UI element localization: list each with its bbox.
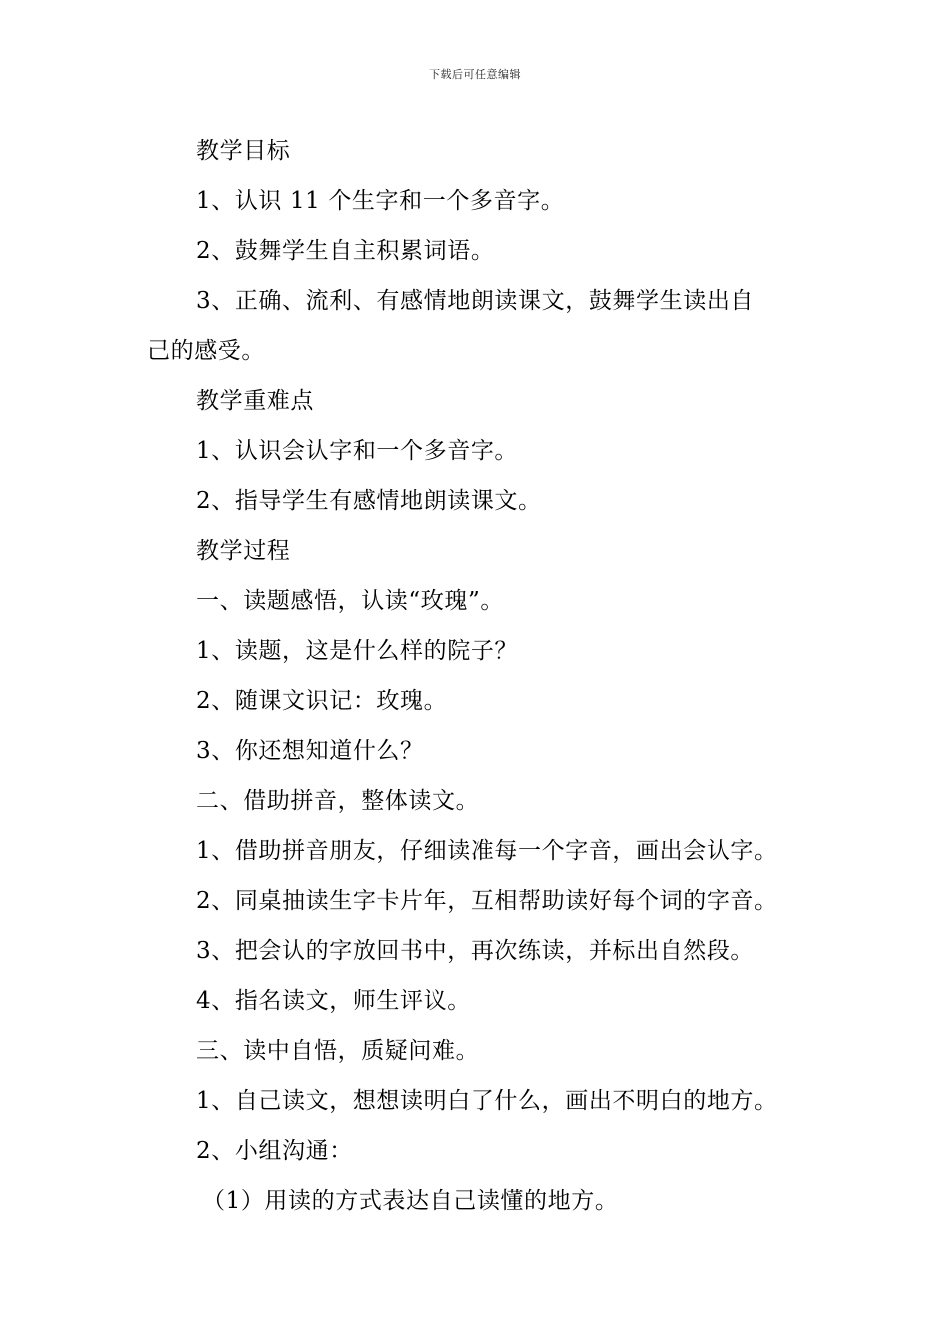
paragraph: 2、随课文识记：玫瑰。: [196, 688, 448, 714]
paragraph: 3、你还想知道什么？: [196, 738, 424, 764]
section-heading: 三、读中自悟，质疑问难。: [196, 1038, 480, 1064]
paragraph: 3、把会认的字放回书中，再次练读，并标出自然段。: [196, 938, 755, 964]
paragraph: 1、读题，这是什么样的院子？: [196, 638, 519, 664]
paragraph: （1）用读的方式表达自己读懂的地方。: [202, 1188, 619, 1214]
paragraph: 2、鼓舞学生自主积累词语。: [196, 238, 495, 264]
document-body: [147, 126, 817, 1226]
paragraph: 1、认识会认字和一个多音字。: [196, 438, 519, 464]
paragraph: 1、借助拼音朋友，仔细读准每一个字音，画出会认字。: [196, 838, 778, 864]
page-header: 下载后可任意编辑: [429, 68, 521, 81]
paragraph: 2、指导学生有感情地朗读课文。: [196, 488, 542, 514]
paragraph: 2、同桌抽读生字卡片年，互相帮助读好每个词的字音。: [196, 888, 778, 914]
heading-teaching-goals: 教学目标: [196, 138, 291, 164]
paragraph: 1、自己读文，想想读明白了什么，画出不明白的地方。: [196, 1088, 778, 1114]
paragraph-continuation: 己的感受。: [147, 338, 265, 364]
heading-key-difficulties: 教学重难点: [196, 388, 314, 414]
section-heading: 一、读题感悟，认读“玫瑰”。: [196, 588, 504, 614]
paragraph: 1、认识 11 个生字和一个多音字。: [196, 188, 565, 214]
heading-teaching-process: 教学过程: [196, 538, 291, 564]
paragraph: 2、小组沟通：: [196, 1138, 353, 1164]
paragraph: 3、正确、流利、有感情地朗读课文，鼓舞学生读出自: [196, 288, 755, 314]
paragraph: 4、指名读文，师生评议。: [196, 988, 471, 1014]
section-heading: 二、借助拼音，整体读文。: [196, 788, 480, 814]
